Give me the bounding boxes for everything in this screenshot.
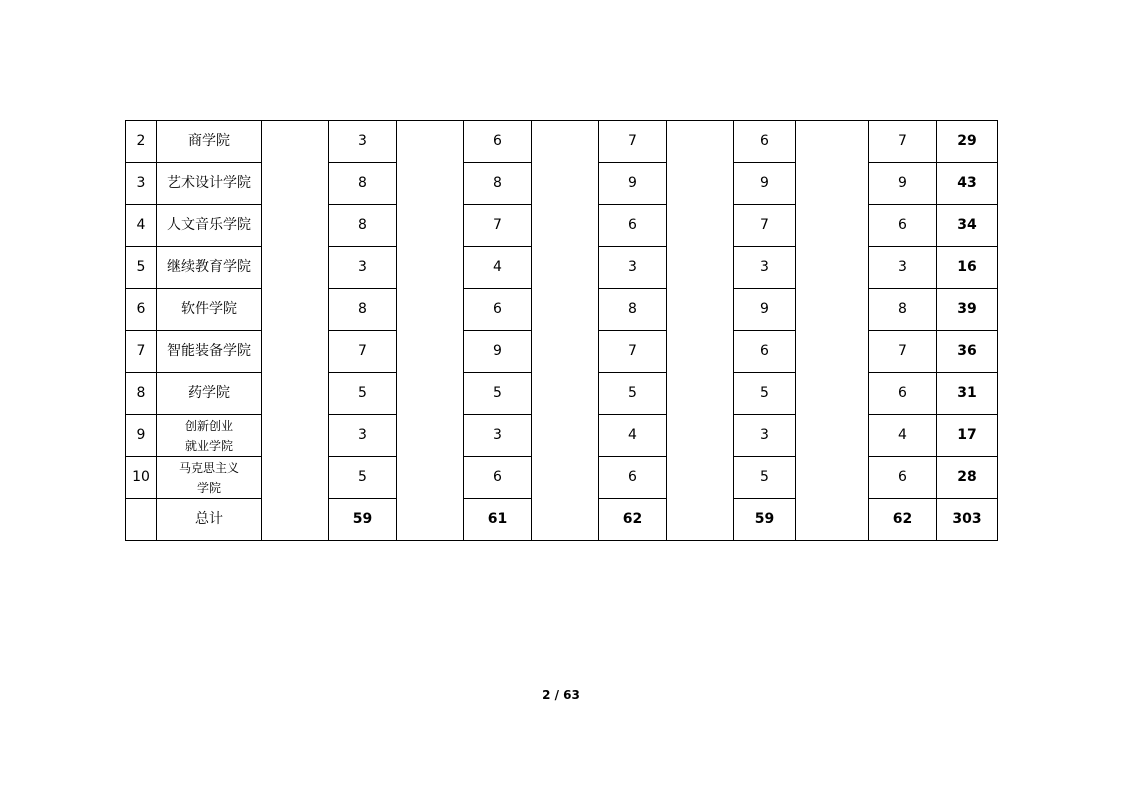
count-cell: 9 <box>869 163 937 205</box>
blank-cell <box>667 331 734 373</box>
college-name-line: 马克思主义 <box>178 460 239 475</box>
college-name <box>157 415 262 457</box>
count-cell: 8 <box>599 289 667 331</box>
row-number: 3 <box>126 163 157 205</box>
count-cell: 6 <box>599 457 667 499</box>
count-cell: 4 <box>599 415 667 457</box>
blank-cell <box>532 499 599 541</box>
count-cell: 3 <box>734 415 796 457</box>
count-cell: 5 <box>329 373 397 415</box>
count-cell: 3 <box>734 247 796 289</box>
count-cell: 8 <box>464 163 532 205</box>
college-name: 药学院 <box>157 373 262 415</box>
count-cell: 6 <box>464 457 532 499</box>
blank-cell <box>262 457 329 499</box>
blank-cell <box>262 163 329 205</box>
count-cell: 3 <box>464 415 532 457</box>
table-row <box>126 457 998 499</box>
count-cell: 3 <box>869 247 937 289</box>
count-cell: 9 <box>599 163 667 205</box>
count-cell: 7 <box>599 121 667 163</box>
college-name: 人文音乐学院 <box>157 205 262 247</box>
row-total: 34 <box>937 205 998 247</box>
blank-cell <box>532 457 599 499</box>
row-number: 2 <box>126 121 157 163</box>
count-cell: 4 <box>464 247 532 289</box>
count-cell: 8 <box>329 205 397 247</box>
row-total: 29 <box>937 121 998 163</box>
count-cell: 7 <box>734 205 796 247</box>
table-row <box>126 247 998 289</box>
blank-cell <box>262 205 329 247</box>
summary-count: 61 <box>464 499 532 541</box>
table-row <box>126 289 998 331</box>
blank-cell <box>796 121 869 163</box>
count-cell: 6 <box>464 289 532 331</box>
blank-cell <box>667 247 734 289</box>
summary-count: 59 <box>329 499 397 541</box>
college-name-line: 创新创业 <box>184 418 233 433</box>
count-cell: 3 <box>329 247 397 289</box>
table-row <box>126 415 998 457</box>
college-name: 软件学院 <box>157 289 262 331</box>
table-row <box>126 163 998 205</box>
blank-cell <box>397 331 464 373</box>
count-cell: 7 <box>869 331 937 373</box>
blank-cell <box>397 373 464 415</box>
table-row <box>126 121 998 163</box>
college-name: 商学院 <box>157 121 262 163</box>
blank-cell <box>397 121 464 163</box>
row-number: 9 <box>126 415 157 457</box>
row-number: 5 <box>126 247 157 289</box>
college-name: 智能装备学院 <box>157 331 262 373</box>
college-name-line: 就业学院 <box>184 438 233 453</box>
count-cell: 7 <box>329 331 397 373</box>
blank-cell <box>532 247 599 289</box>
allocation-table <box>125 120 998 541</box>
count-cell: 7 <box>464 205 532 247</box>
blank-cell <box>796 289 869 331</box>
count-cell: 5 <box>734 373 796 415</box>
row-total: 17 <box>937 415 998 457</box>
blank-cell <box>667 289 734 331</box>
count-cell: 6 <box>869 457 937 499</box>
row-total: 43 <box>937 163 998 205</box>
count-cell: 6 <box>734 331 796 373</box>
blank-cell <box>397 247 464 289</box>
count-cell: 7 <box>599 331 667 373</box>
row-total: 31 <box>937 373 998 415</box>
blank-cell <box>397 289 464 331</box>
count-cell: 8 <box>329 163 397 205</box>
row-total: 28 <box>937 457 998 499</box>
blank-cell <box>667 415 734 457</box>
blank-cell <box>397 205 464 247</box>
blank-cell <box>796 499 869 541</box>
blank-cell <box>532 205 599 247</box>
count-cell: 9 <box>464 331 532 373</box>
count-cell: 5 <box>329 457 397 499</box>
blank-cell <box>532 331 599 373</box>
blank-cell <box>796 163 869 205</box>
blank-cell <box>796 457 869 499</box>
empty-cell <box>126 499 157 541</box>
table-row <box>126 331 998 373</box>
summary-count: 62 <box>599 499 667 541</box>
college-name <box>157 457 262 499</box>
count-cell: 6 <box>599 205 667 247</box>
count-cell: 5 <box>599 373 667 415</box>
college-name-line: 学院 <box>196 480 221 495</box>
row-total: 16 <box>937 247 998 289</box>
count-cell: 9 <box>734 289 796 331</box>
table-row <box>126 373 998 415</box>
blank-cell <box>667 163 734 205</box>
count-cell: 9 <box>734 163 796 205</box>
count-cell: 4 <box>869 415 937 457</box>
blank-cell <box>667 205 734 247</box>
blank-cell <box>796 373 869 415</box>
blank-cell <box>262 247 329 289</box>
blank-cell <box>532 163 599 205</box>
row-number: 7 <box>126 331 157 373</box>
count-cell: 8 <box>869 289 937 331</box>
blank-cell <box>796 205 869 247</box>
page-number: 2 / 63 <box>542 688 580 702</box>
count-cell: 3 <box>329 415 397 457</box>
blank-cell <box>262 289 329 331</box>
count-cell: 6 <box>869 205 937 247</box>
blank-cell <box>796 415 869 457</box>
blank-cell <box>262 373 329 415</box>
blank-cell <box>397 163 464 205</box>
summary-count: 62 <box>869 499 937 541</box>
row-number: 4 <box>126 205 157 247</box>
count-cell: 5 <box>464 373 532 415</box>
summary-row <box>126 499 998 541</box>
blank-cell <box>532 415 599 457</box>
count-cell: 5 <box>734 457 796 499</box>
blank-cell <box>667 457 734 499</box>
grand-total: 303 <box>937 499 998 541</box>
count-cell: 6 <box>464 121 532 163</box>
row-number: 6 <box>126 289 157 331</box>
blank-cell <box>532 121 599 163</box>
blank-cell <box>262 415 329 457</box>
blank-cell <box>262 331 329 373</box>
blank-cell <box>397 457 464 499</box>
count-cell: 7 <box>869 121 937 163</box>
blank-cell <box>262 499 329 541</box>
college-name: 艺术设计学院 <box>157 163 262 205</box>
college-name: 继续教育学院 <box>157 247 262 289</box>
count-cell: 6 <box>869 373 937 415</box>
count-cell: 3 <box>329 121 397 163</box>
blank-cell <box>532 373 599 415</box>
blank-cell <box>667 373 734 415</box>
blank-cell <box>397 499 464 541</box>
blank-cell <box>532 289 599 331</box>
blank-cell <box>397 415 464 457</box>
count-cell: 6 <box>734 121 796 163</box>
table-row <box>126 205 998 247</box>
row-number: 8 <box>126 373 157 415</box>
blank-cell <box>667 499 734 541</box>
row-number: 10 <box>126 457 157 499</box>
summary-count: 59 <box>734 499 796 541</box>
row-total: 36 <box>937 331 998 373</box>
blank-cell <box>796 331 869 373</box>
row-total: 39 <box>937 289 998 331</box>
count-cell: 8 <box>329 289 397 331</box>
blank-cell <box>796 247 869 289</box>
blank-cell <box>262 121 329 163</box>
blank-cell <box>667 121 734 163</box>
count-cell: 3 <box>599 247 667 289</box>
summary-label: 总计 <box>157 499 262 541</box>
